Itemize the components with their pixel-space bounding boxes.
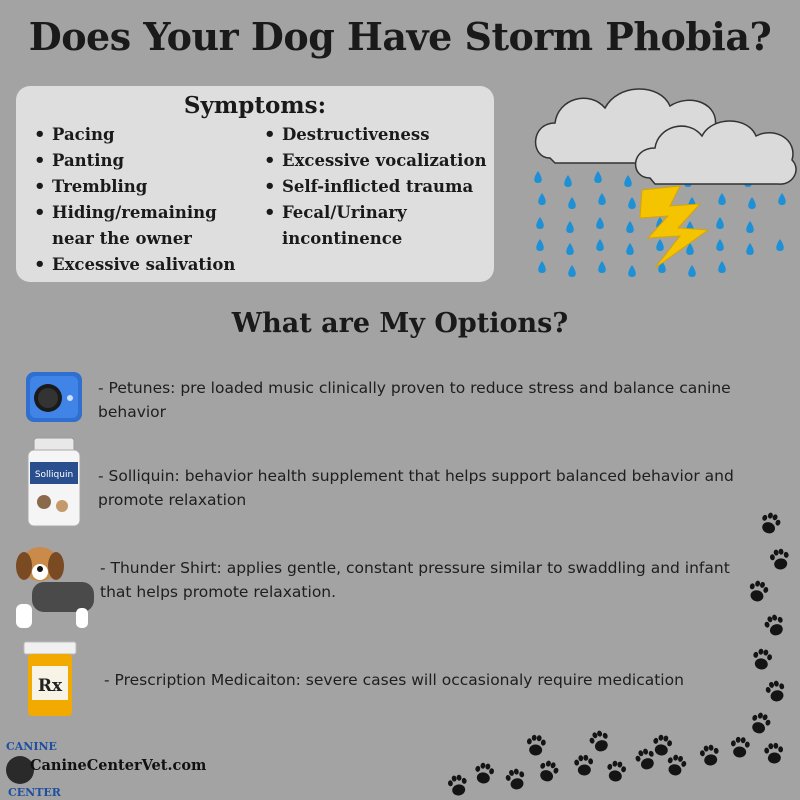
- rain-drop: [538, 261, 546, 273]
- symptom-item: • Destructiveness: [260, 122, 490, 148]
- symptoms-list-right: [260, 122, 490, 252]
- rain-drop: [778, 193, 786, 205]
- symptom-item: • Excessive salivation: [30, 252, 240, 278]
- rain-drop: [564, 175, 572, 187]
- symptoms-list-left: [30, 122, 240, 278]
- paw-print-icon: [473, 762, 495, 785]
- rain-drop: [566, 221, 574, 233]
- supplement-bottle-icon: [22, 436, 86, 528]
- bottle-label: Solliquin: [34, 470, 74, 480]
- paw-print-icon: [526, 734, 547, 756]
- paw-print-icon: [748, 710, 773, 736]
- symptom-item: • Panting: [30, 148, 240, 174]
- paw-print-icon: [764, 742, 785, 764]
- paw-print-icon: [751, 648, 773, 671]
- website-link[interactable]: CanineCenterVet.com: [30, 757, 207, 774]
- rain-drop: [626, 221, 634, 233]
- option-petunes-text: - Petunes: pre loaded music clinically proven to reduce stress and balance canine behavior: [98, 379, 731, 421]
- paw-print-icon: [587, 728, 612, 754]
- paw-print-icon: [536, 758, 561, 784]
- rain-drop: [746, 221, 754, 233]
- symptom-item: • Fecal/Urinary incontinence: [260, 200, 490, 252]
- rain-drop: [716, 217, 724, 229]
- rain-drop: [748, 197, 756, 209]
- rain-drop: [656, 239, 664, 251]
- rain-drop: [536, 217, 544, 229]
- symptom-item: • Self-inflicted trauma: [260, 174, 490, 200]
- paw-print-icon: [574, 754, 595, 776]
- rain-drop: [536, 239, 544, 251]
- rain-drop: [598, 261, 606, 273]
- rain-drop: [624, 175, 632, 187]
- rain-drop: [716, 239, 724, 251]
- paw-prints-decoration: [440, 510, 800, 800]
- svg-text:CENTER: CENTER: [8, 786, 61, 798]
- paw-print-icon: [762, 612, 787, 638]
- rain-drop: [566, 243, 574, 255]
- paw-print-icon: [633, 746, 658, 772]
- lightning-bolt-icon: [640, 186, 708, 268]
- paw-print-icon: [504, 767, 527, 792]
- symptom-item: • Pacing: [30, 122, 240, 148]
- rain-drop: [718, 193, 726, 205]
- symptoms-heading: Symptoms:: [183, 92, 327, 119]
- paw-print-icon: [746, 579, 769, 604]
- symptom-item: • Hiding/remaining near the owner: [30, 200, 240, 252]
- rain-drop: [776, 239, 784, 251]
- rain-drop: [594, 171, 602, 183]
- storm-cloud-icon: [530, 78, 800, 278]
- rain-drop: [568, 197, 576, 209]
- rain-drop: [534, 171, 542, 183]
- paw-print-icon: [447, 774, 469, 797]
- paw-print-icon: [758, 510, 783, 536]
- rain-drop: [688, 265, 696, 277]
- rain-drop: [628, 197, 636, 209]
- paw-print-icon: [651, 734, 673, 757]
- page-title: Does Your Dog Have Storm Phobia?: [28, 14, 772, 59]
- prescription-bottle-icon: [22, 640, 78, 718]
- rain-drop: [598, 193, 606, 205]
- paw-print-icon: [769, 548, 791, 571]
- rain-drop: [538, 193, 546, 205]
- symptoms-box: [16, 86, 494, 282]
- svg-text:CANINE: CANINE: [6, 740, 57, 753]
- paw-print-icon: [605, 760, 627, 783]
- paw-print-icon: [699, 744, 721, 767]
- rain-drop: [568, 265, 576, 277]
- symptom-item: • Excessive vocalization: [260, 148, 490, 174]
- rx-label: Rx: [37, 676, 63, 696]
- rain-drop: [626, 243, 634, 255]
- paw-print-icon: [730, 736, 751, 758]
- speaker-icon: [20, 368, 86, 426]
- paw-print-icon: [664, 753, 687, 778]
- symptom-item: • Trembling: [30, 174, 240, 200]
- rain-drop: [628, 265, 636, 277]
- option-thundershirt-text: - Thunder Shirt: applies gentle, constant pressure similar to swaddling and infant that helps promote relaxation.: [100, 559, 730, 601]
- rain-drop: [596, 217, 604, 229]
- dog-shirt-icon: [2, 542, 102, 632]
- rain-drop: [596, 239, 604, 251]
- paw-print-icon: [764, 679, 787, 704]
- option-prescription-text: - Prescription Medicaiton: severe cases will occasionaly require medication: [104, 671, 684, 689]
- option-solliquin-text: - Solliquin: behavior health supplement that helps support balanced behavior and promote relaxation: [98, 467, 734, 509]
- options-heading: What are My Options?: [231, 308, 569, 339]
- rain-drop: [746, 243, 754, 255]
- rain-drop: [718, 261, 726, 273]
